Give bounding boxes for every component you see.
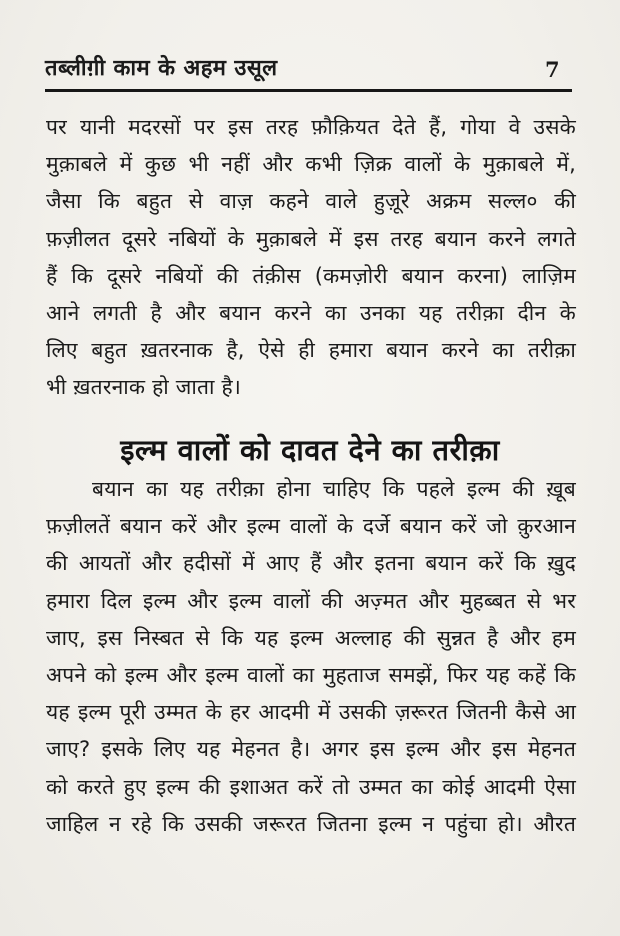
body-line: को करते हुए इल्म की इशाअत करें तो उम्मत का कोई आदमी ऐसा [46, 774, 576, 799]
paragraph-2 [46, 471, 576, 843]
body-line: अपने को इल्म और इल्म वालों का मुहताज समझें, फिर यह कहें कि [46, 662, 576, 687]
body-line: लिए बहुत ख़तरनाक है, ऐसे ही हमारा बयान करने का तरीक़ा [46, 338, 576, 363]
body-line: फ़ज़ीलतें बयान करें और इल्म वालों के दर्जे बयान करें जो क़ुरआन [46, 514, 576, 539]
running-header-title: तब्लीग़ी काम के अहम उसूल [45, 56, 278, 81]
body-line: जैसा कि बहुत से वाज़ कहने वाले हुज़ूरे अक्रम सल्ल० की [46, 189, 576, 214]
body-line: बयान का यह तरीक़ा होना चाहिए कि पहले इल्म की ख़ूब [92, 477, 576, 501]
page-number: 7 [544, 57, 560, 83]
section-heading: इल्म वालों को दावत देने का तरीक़ा [120, 433, 500, 468]
body-line: यह इल्म पूरी उम्मत के हर आदमी में उसकी ज़रूरत जितनी कैसे आ [46, 700, 576, 725]
body-line: भी ख़तरनाक हो जाता है। [46, 375, 241, 400]
body-line: की आयतों और हदीसों में आए हैं और इतना बयान करें कि ख़ुद [46, 551, 576, 576]
running-header [45, 56, 572, 92]
body-line: जाए? इसके लिए यह मेहनत है। अगर इस इल्म और इस मेहनत [46, 737, 576, 762]
body-line: हैं कि दूसरे नबियों की तंक़ीस (कमज़ोरी बयान करना) लाज़िम [46, 263, 576, 288]
body-line: जाहिल न रहे कि उसकी जरूरत जितना इल्म न पहुंचा हो। औरत [46, 811, 576, 836]
body-line: पर यानी मदरसों पर इस तरह फ़ौक़ियत देते हैं, गोया वे उसके [46, 115, 576, 139]
paragraph-1 [46, 109, 576, 407]
body-line: जाए, इस निस्बत से कि यह इल्म अल्लाह की सुन्नत है और हम [46, 625, 576, 650]
body-line: मुक़ाबले में कुछ भी नहीं और कभी ज़िक्र वालों के मुक़ाबले में, [46, 152, 576, 177]
body-line: आने लगती है और बयान करने का उनका यह तरीक़ा दीन के [46, 300, 576, 325]
body-line: फ़ज़ीलत दूसरे नबियों के मुक़ाबले में इस तरह बयान करने लगते [46, 226, 576, 251]
body-line: हमारा दिल इल्म और इल्म वालों की अज़्मत और मुहब्बत से भर [46, 588, 576, 613]
